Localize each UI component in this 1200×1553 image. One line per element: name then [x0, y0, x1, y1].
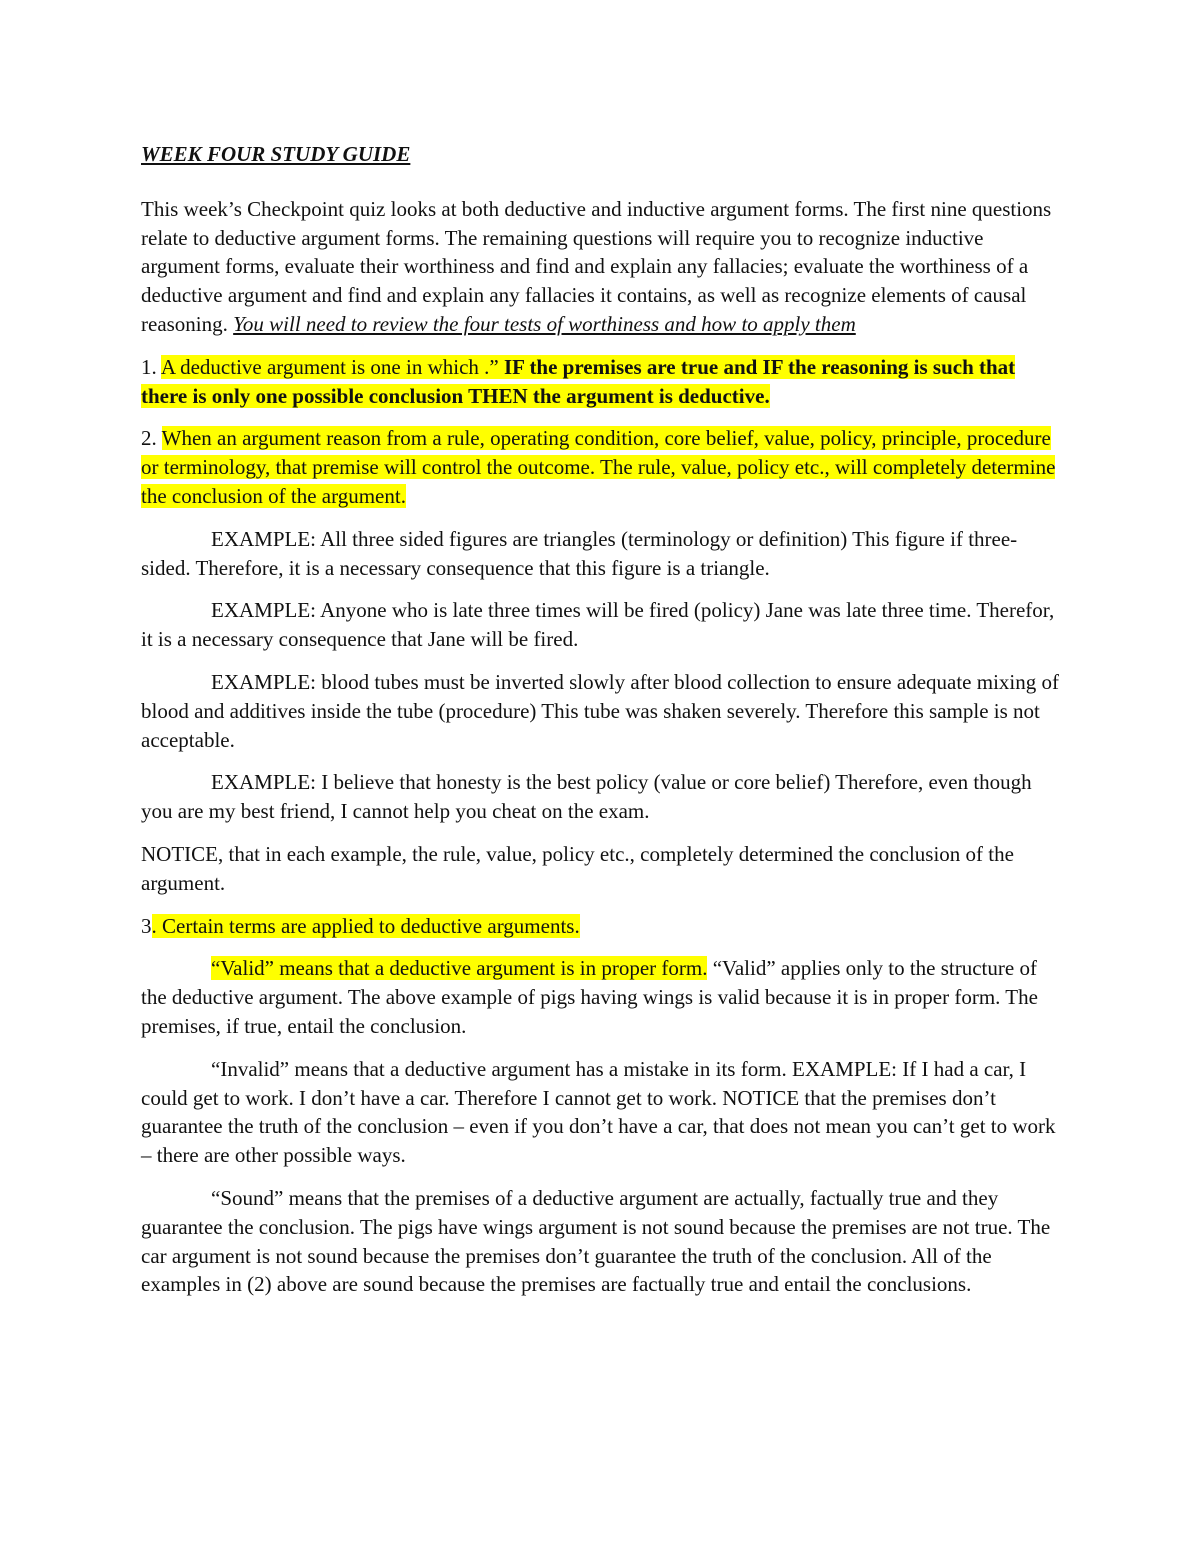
item-3-highlight: . Certain terms are applied to deductive arguments.: [151, 913, 580, 938]
sound-definition: “Sound” means that the premises of a deductive argument are actually, factually true and they guarantee the conclusion. The pigs have wings argument is not sound because the premises are not true. The car argument is not sound because the premises don’t guarantee the truth of the conclusion. All of the examples in (2) above are sound because the premises are factually true and entail the conclusions.: [141, 1185, 1051, 1297]
example-policy: EXAMPLE: Anyone who is late three times will be fired (policy) Jane was late three time. Therefor, it is a necessary consequence that Jane will be fired.: [141, 598, 1055, 652]
item-1-highlight: A deductive argument is one in which .”: [160, 354, 504, 379]
item-1-bold: IF the premises are true and IF the reasoning is such that there is only one possible conclusion THEN the argument is deductive.: [141, 354, 1016, 408]
item-2: [141, 424, 1061, 510]
item-1-number: 1.: [141, 354, 161, 379]
item-3-number: 3: [141, 913, 152, 938]
valid-definition: [141, 954, 1061, 1040]
intro-emphasis: You will need to review the four tests of worthiness and how to apply them: [233, 311, 856, 336]
item-3: [141, 912, 1061, 941]
example-procedure: EXAMPLE: blood tubes must be inverted slowly after blood collection to ensure adequate mixing of blood and additives inside the tube (procedure) This tube was shaken severely. Therefore this sample is not acceptable.: [141, 669, 1059, 752]
example-value: EXAMPLE: I believe that honesty is the best policy (value or core belief) Therefore, even though you are my best friend, I cannot help you cheat on the exam.: [141, 770, 1032, 824]
valid-rest: “Valid” applies only to the structure of the deductive argument. The above example of pigs having wings is valid because it is in proper form. The premises, if true, entail the conclusion.: [141, 956, 1038, 1038]
intro-text: This week’s Checkpoint quiz looks at both deductive and inductive argument forms. The first nine questions relate to deductive argument forms. The remaining questions will require you to recognize inductive argument forms, evaluate their worthiness and find and explain any fallacies; evaluate the worthiness of a deductive argument and find and explain any fallacies it contains, as well as recognize elements of causal reasoning.: [141, 196, 1052, 336]
invalid-definition: “Invalid” means that a deductive argument has a mistake in its form. EXAMPLE: If I had a car, I could get to work. I don’t have a car. Therefore I cannot get to work. NOTICE that the premises don’t guarantee the truth of the conclusion – even if you don’t have a car, that does not mean you can’t get to work – there are other possible ways.: [141, 1056, 1056, 1168]
item-2-number: 2.: [141, 426, 162, 451]
item-2-highlight: When an argument reason from a rule, operating condition, core belief, value, policy, principle, procedure or terminology, that premise will control the outcome. The rule, value, policy etc., will completely determine the conclusion of the argument.: [141, 426, 1056, 508]
valid-highlight: “Valid” means that a deductive argument is in proper form.: [211, 956, 708, 981]
intro-paragraph: [141, 195, 1061, 339]
page-title: WEEK FOUR STUDY GUIDE: [141, 142, 411, 166]
item-1: [141, 353, 1061, 411]
example-terminology: EXAMPLE: All three sided figures are triangles (terminology or definition) This figure if three-sided. Therefore, it is a necessary consequence that this figure is a triangle.: [141, 526, 1018, 580]
document-page: [141, 140, 1061, 1313]
notice-paragraph: NOTICE, that in each example, the rule, value, policy etc., completely determined the conclusion of the argument.: [141, 841, 1014, 895]
